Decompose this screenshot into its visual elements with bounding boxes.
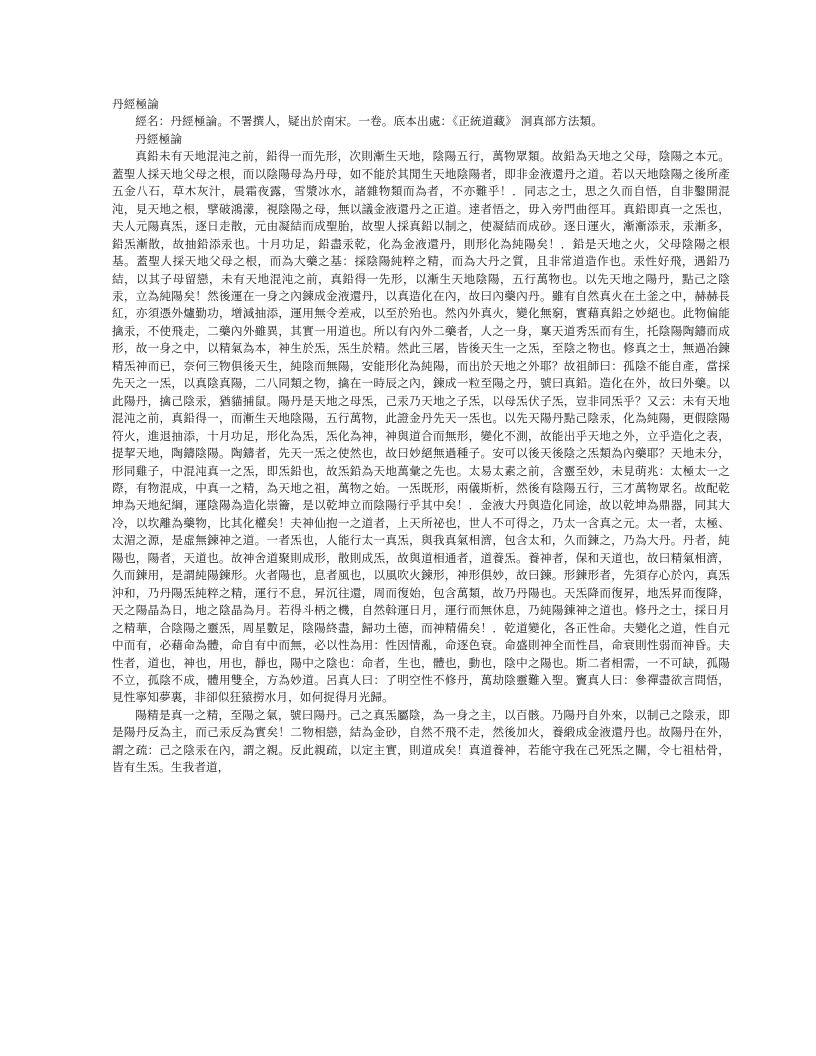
document-subtitle: 丹經極論: [135, 131, 183, 146]
body-paragraph: 陽精是真一之精，至陽之氣，號曰陽丹。己之真炁屬陰，為一身之主，以百骸。乃陽丹自外來，以制己之陰汞，即是陽丹反為主，而己汞反為實矣！二物相戀，結為金砂，自然不飛不走，然後加火，養緞成金液還丹也。故陽丹在外，謂之疏：己之陰汞在內，謂之親。反此親疏，以定主實，則道成矣！真道養神，若能守我在己死炁之關，令七祖枯骨，皆有生炁。生我者道，: [112, 707, 730, 775]
document-title: 丹經極論: [112, 97, 159, 111]
body-paragraph: 真鉛未有天地混沌之前，鉛得一而先形，次則漸生天地，陰陽五行，萬物眾類。故鉛為天地之父母，陰陽之本元。蓋聖人採天地父母之根，而以陰陽母為丹母，如不能於其閒生天地陰陽者，即非金液還丹之道。若以天地陰陽之後所產五金八石，草木灰汁，晨霜夜露，雪漿冰水，諸雜物類而為者，不亦難乎！．同志之士，思之久而自悟，自非鑿開混沌，見天地之根，擘破鴻濛，視陰陽之母，無以議金液還丹之正道。達者悟之，毋入旁門曲徑耳。真鉛即真一之炁也，夫人元陽真炁，逐日走散，元由凝結而成聖胎，故聖人採真鉛以制之，使凝結而成砂。逐日運火，漸漸添汞，汞漸多，鉛炁漸散，故抽鉛添汞也。十月功足，鉛盡汞乾，化為金液還丹，則形化為純陽矣！．鉛是天地之火，父母陰陽之根基。蓋聖人採天地父母之根，而為大藥之基：採陰陽純粹之精，而為大丹之質，且非常道造作也。汞性好飛，遇鉛乃結，以其子母留戀，未有天地混沌之前，真鉛得一先形，以漸生天地陰陽，五行萬物也。以先天地之陽丹，點己之陰汞，立為純陽矣！然後運在一身之內鍊成金液還丹，以真造化在內，故曰內藥內丹。雖有自然真火在土釜之中，赫赫長紅，亦須憑外爐勤功，增減抽添，運用無令差戒，以至於殆也。然內外真火，變化無窮，實藉真鉛之妙絕也。此物偏能擒汞，不使飛走，二藥內外雖異，其實一用道也。所以有內外二藥者，人之一身，稟天道秀炁而有生，托陰陽陶鑄而成形，故一身之中，以精氣為本，神生於炁，炁生於精。然此三屠，皆後天生一之炁，至陰之物也。修真之士，無過冶鍊精炁神而已，奈何三物俱後天生，純陰而無陽，安能形化為純陽，而出於天地之外耶？故祖師曰：孤陰不能自產，當採先天之一炁，以真陰真陽，二八同類之物，擒在一時辰之內，鍊成一粒至陽之丹，號曰真鉛。造化在外，故曰外藥。以此陽丹，擒己陰汞，猶貓捕鼠。陽丹是天地之母炁，己汞乃天地之子炁，以母炁伏子炁，豈非同炁乎？又云：未有天地混沌之前，真鉛得一，而漸生天地陰陽，五行萬物，此證金丹先天一炁也。以先天陽丹點己陰汞，化為純陽，更假陰陽符火，進退抽添，十月功足，形化為炁，炁化為神，神與道合而無形，變化不測，故能出乎天地之外，立乎造化之表，提挈天地，陶鑄陰陽。陶鑄者，先天一炁之使然也，故曰妙絕無過種子。安可以後天後陰之炁類為內藥耶？天地未分，形同雞子，中混沌真一之炁，即炁鉛也，故炁鉛為天地萬彙之先也。太易太素之前，含靈至妙，未見萌兆：太極太一之際，有物混成，中真一之精，為天地之祖，萬物之始。一炁既形，兩儀斯析，然後有陰陽五行，三才萬物眾名。故配乾坤為天地紀綱，運陰陽為造化崇籥，是以乾坤立而陰陽行乎其中矣！．金液大丹與造化同途，故以乾坤為鼎器，同其大冷，以坎離為藥物，比其化權矣！夫神仙抱一之道者，上天所祕也，世人不可得之，乃太一含真之元。太一者，太極、太湄之源，是虛無鍊神之道。一者炁也，人能行太一真炁，與我真氣相濟，包含太和，久而鍊之，乃為大丹。丹者，純陽也，陽者，天道也。故神舍道聚則成形，散則成炁，故與道相通者，道養炁。養神者，保和天道也，故曰精氣相濟，久而鍊用，是謂純陽鍊形。火者陽也，息者風也，以風吹火鍊形，神形俱妙，故曰鍊。形鍊形者，先須存心於內，真炁沖和，乃丹陽炁純粹之精，運行不息，昇沉往還，周而復始，包含萬類，故乃丹陽也。天炁降而復昇，地炁昇而復降，天之陽晶為日，地之陰晶為月。若得斗柄之機，自然斡運日月，運行而無休息，乃純陽鍊神之道也。修丹之士，採日月之精華，合陰陽之靈炁，周星數足，陰陽終盡，歸功土德，而神精備矣！．乾道變化，各正性命。夫變化之道，性自元中而有，必藉命為體，命自有中而無，必以性為用：性因情亂，命逐色衰。命盛則神全而性昌，命衰則性弱而神昏。夫性者，道也，神也，用也，靜也，陽中之陰也：命者，生也，體也，動也，陰中之陽也。斯二者相需，一不可缺，孤陽不立，孤陰不成，體用雙全，方為妙道。呂真人曰：了明空性不修丹，萬劫陰靈難入聖。竇真人曰：參禪盡欲言問悟，見性寧知夢裏，非卻似狂猿撈水月，如何捉得月光歸。: [112, 149, 730, 705]
bibliographic-note: 經名：丹經極論。不署撰人，疑出於南宋。一卷。底本出處：《正統道藏》 洞真部方法類。: [135, 114, 603, 129]
document-body: [112, 96, 730, 777]
